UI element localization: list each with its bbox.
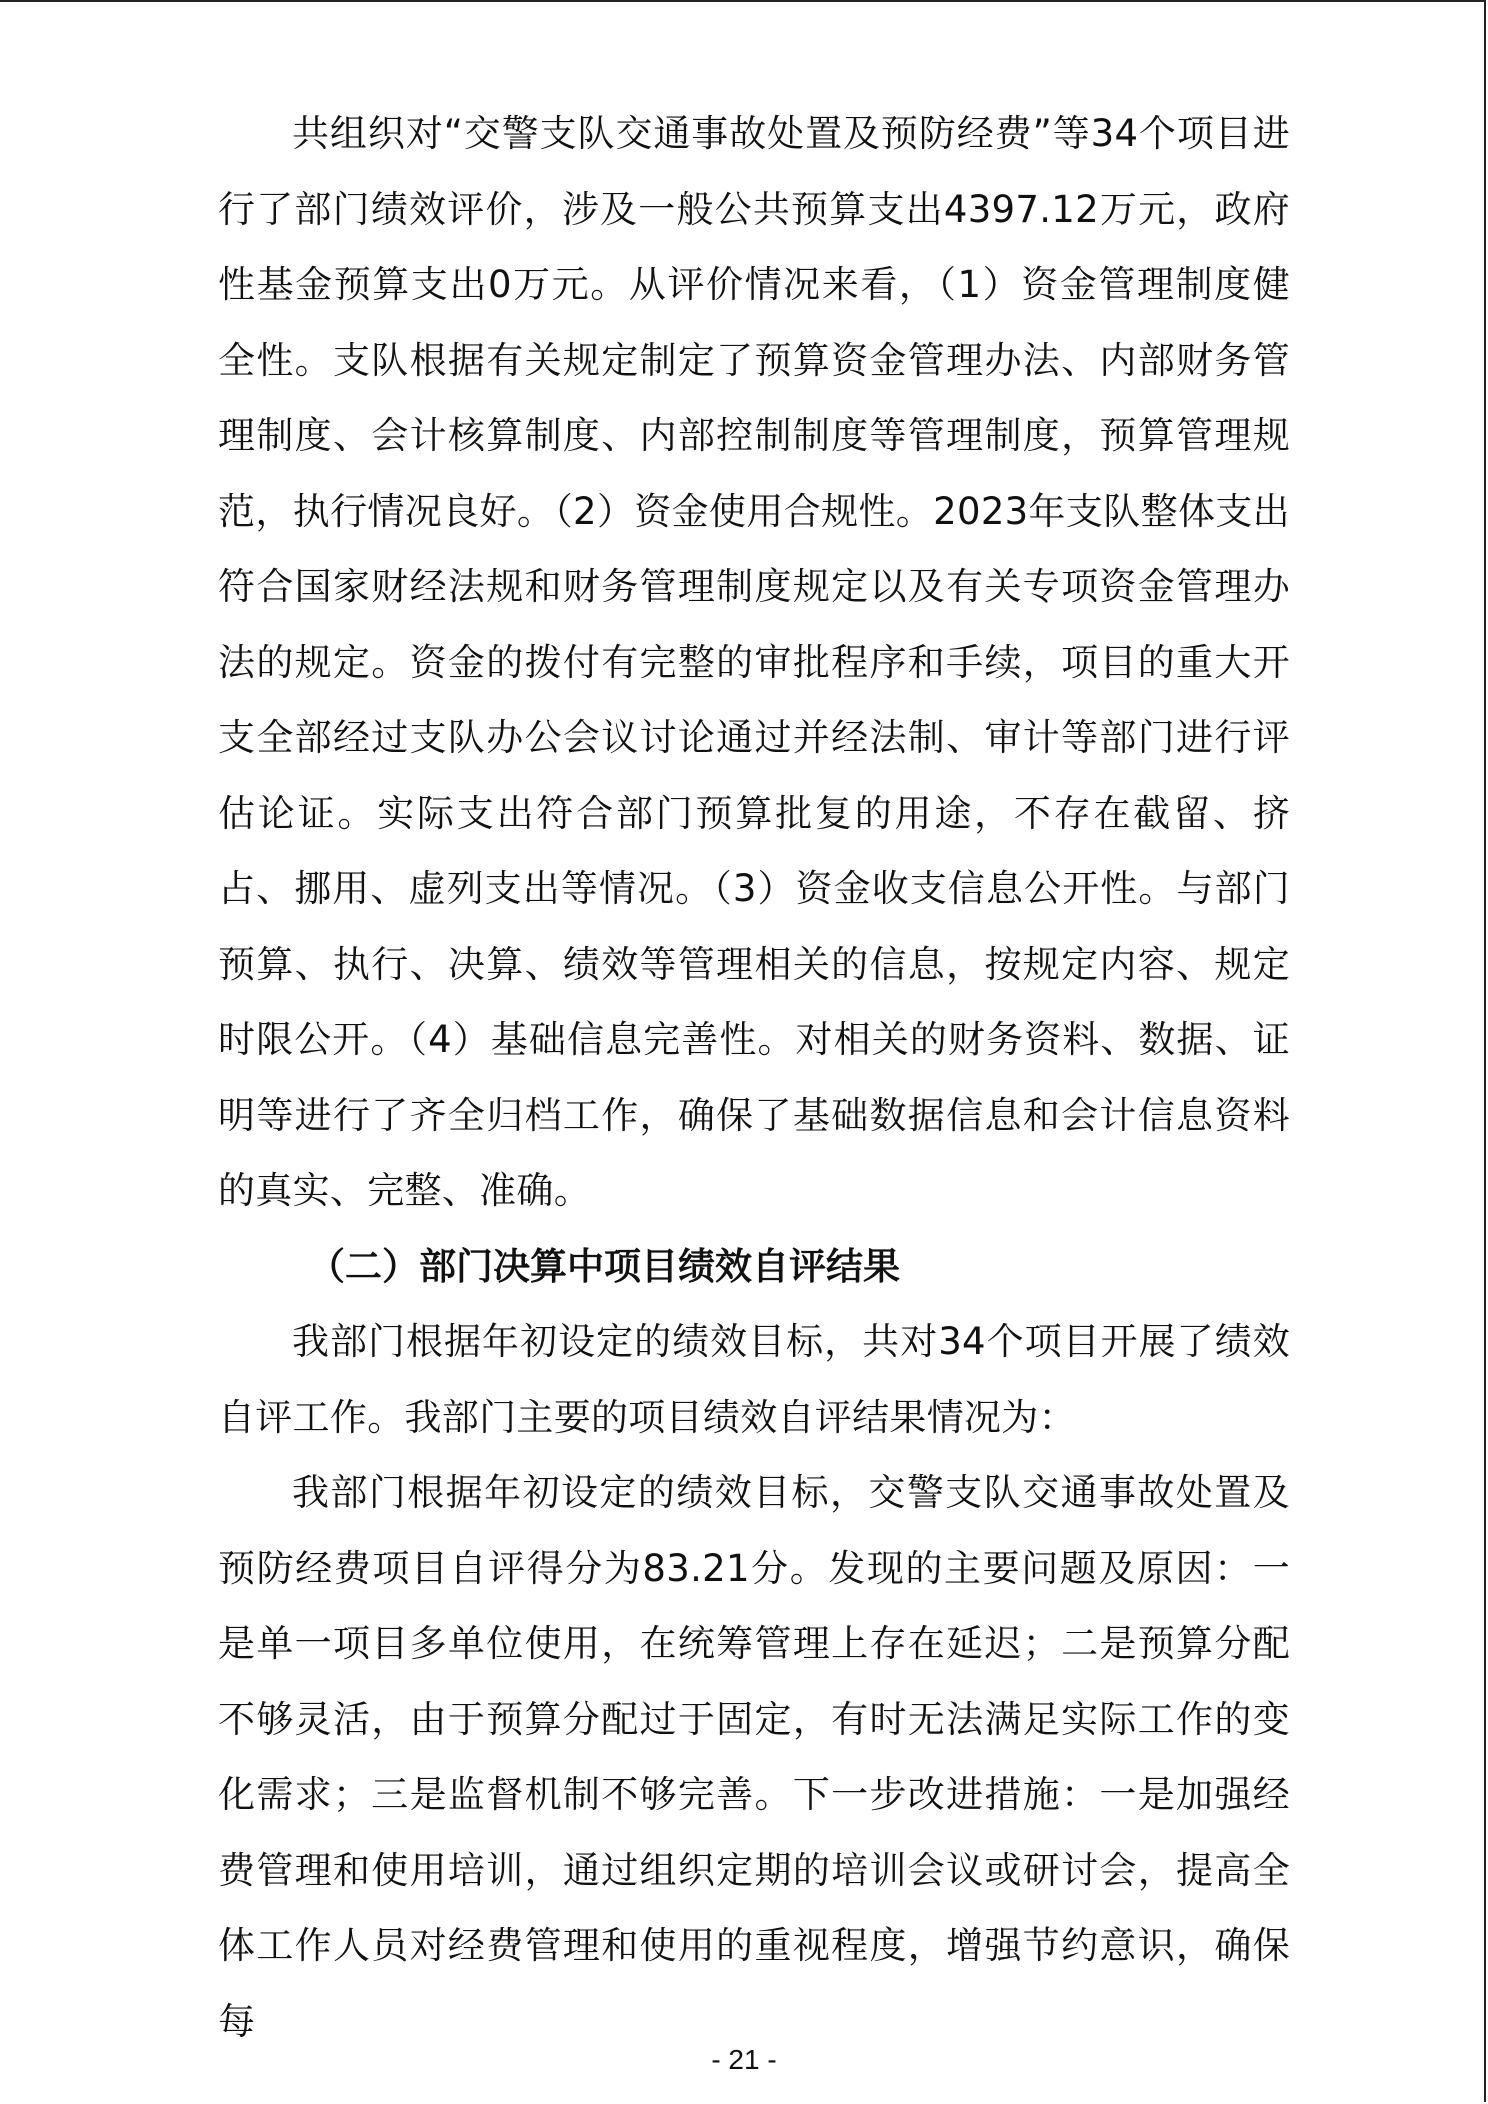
page-number: - 21 - xyxy=(711,2044,777,2075)
paragraph-project-result: 我部门根据年初设定的绩效目标，交警支队交通事故处置及预防经费项目自评得分为83.21分。发现的主要问题及原因：一是单一项目多单位使用，在统筹管理上存在延迟；二是预算分配不够灵活，由于预算分配过于固定，有时无法满足实际工作的变化需求；三是监督机制不够完善。下一步改进措施：一是加强经费管理和使用培训，通过组织定期的培训会议或研讨会，提高全体工作人员对经费管理和使用的重视程度，增强节约意识，确保每 xyxy=(218,1471,1290,2043)
section-heading: （二）部门决算中项目绩效自评结果 xyxy=(308,1244,900,1288)
paragraph-evaluation-summary: 共组织对“交警支队交通事故处置及预防经费”等34个项目进行了部门绩效评价，涉及一般公共预算支出4397.12万元，政府性基金预算支出0万元。从评价情况来看，（1）资金管理制度健全性。支队根据有关规定制定了预算资金管理办法、内部财务管理制度、会计核算制度、内部控制制度等管理制度，预算管理规范，执行情况良好。（2）资金使用合规性。2023年支队整体支出符合国家财经法规和财务管理制度规定以及有关专项资金管理办法的规定。资金的拨付有完整的审批程序和手续，项目的重大开支全部经过支队办公会议讨论通过并经法制、审计等部门进行评估论证。实际支出符合部门预算批复的用途，不存在截留、挤占、挪用、虚列支出等情况。（3）资金收支信息公开性。与部门预算、执行、决算、绩效等管理相关的信息，按规定内容、规定时限公开。（4）基础信息完善性。对相关的财务资料、数据、证明等进行了齐全归档工作，确保了基础数据信息和会计信息资料的真实、完整、准确。 xyxy=(218,112,1290,1212)
paragraph-self-evaluation-intro: 我部门根据年初设定的绩效目标，共对34个项目开展了绩效自评工作。我部门主要的项目绩效自评结果情况为： xyxy=(218,1320,1290,1439)
document-body xyxy=(218,96,1290,2059)
